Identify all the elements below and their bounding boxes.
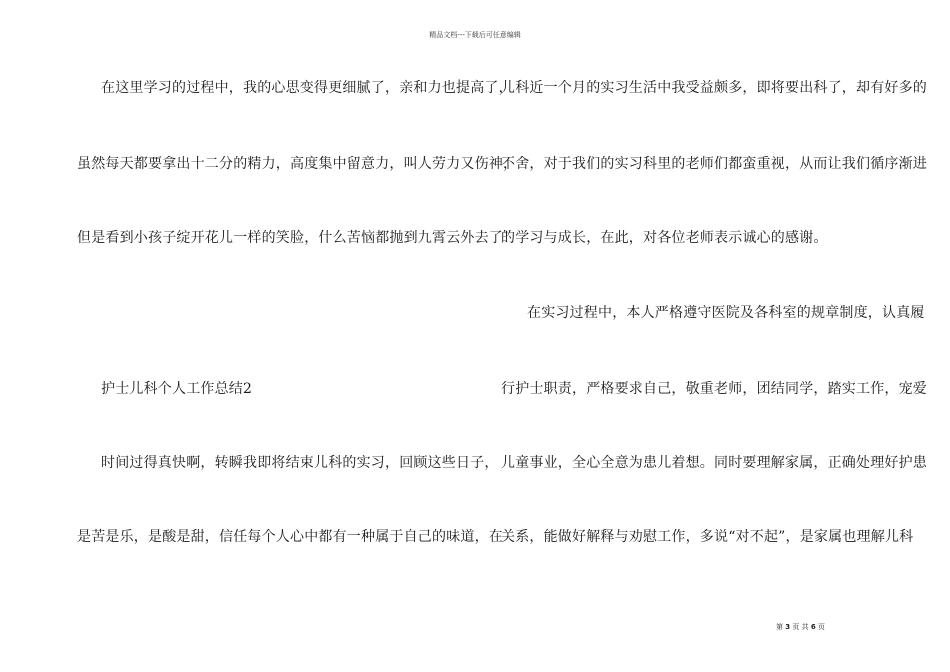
right-line-2: 不舍，对于我们的实习科里的老师们都蛮重视，从而让我们循序渐进 bbox=[501, 156, 927, 172]
current-page-number: 3 bbox=[785, 623, 791, 631]
left-line-1: 在这里学习的过程中，我的心思变得更细腻了，亲和力也提高了， bbox=[101, 80, 513, 96]
right-line-6: 儿童事业，全心全意为患儿着想。同时要理解家属，正确处理好护患 bbox=[501, 455, 927, 471]
footer-middle: 页 共 bbox=[792, 623, 809, 631]
total-pages-number: 6 bbox=[810, 623, 816, 631]
right-line-4: 在实习过程中，本人严格遵守医院及各科室的规章制度，认真履 bbox=[527, 305, 925, 321]
left-line-5: 时间过得真快啊，转瞬我即将结束儿科的实习，回顾这些日子， bbox=[101, 455, 499, 471]
right-line-5: 行护士职责，严格要求自己，敬重老师，团结同学，踏实工作，宠爱 bbox=[501, 381, 927, 397]
page-number-footer bbox=[776, 622, 825, 632]
footer-suffix: 页 bbox=[817, 623, 825, 631]
left-line-3: 但是看到小孩子绽开花儿一样的笑脸，什么苦恼都抛到九霄云外去了！ bbox=[77, 230, 518, 246]
section-heading: 护士儿科个人工作总结2 bbox=[101, 381, 253, 397]
page-header: 精品文档---下载后可任意编辑 bbox=[429, 31, 521, 39]
footer-prefix: 第 bbox=[776, 623, 783, 631]
right-line-1: 儿科近一个月的实习生活中我受益颇多，即将要出科了，却有好多的 bbox=[501, 80, 927, 96]
right-line-3: 的学习与成长，在此，对各位老师表示诚心的感谢。 bbox=[501, 230, 828, 246]
right-line-7: 关系，能做好解释与劝慰工作，多说“对不起”，是家属也理解儿科 bbox=[501, 529, 914, 545]
left-line-2: 虽然每天都要拿出十二分的精力，高度集中留意力，叫人劳力又伤神， bbox=[77, 156, 518, 172]
left-line-6: 是苦是乐，是酸是甜，信任每个人心中都有一种属于自己的味道，在 bbox=[77, 529, 503, 545]
